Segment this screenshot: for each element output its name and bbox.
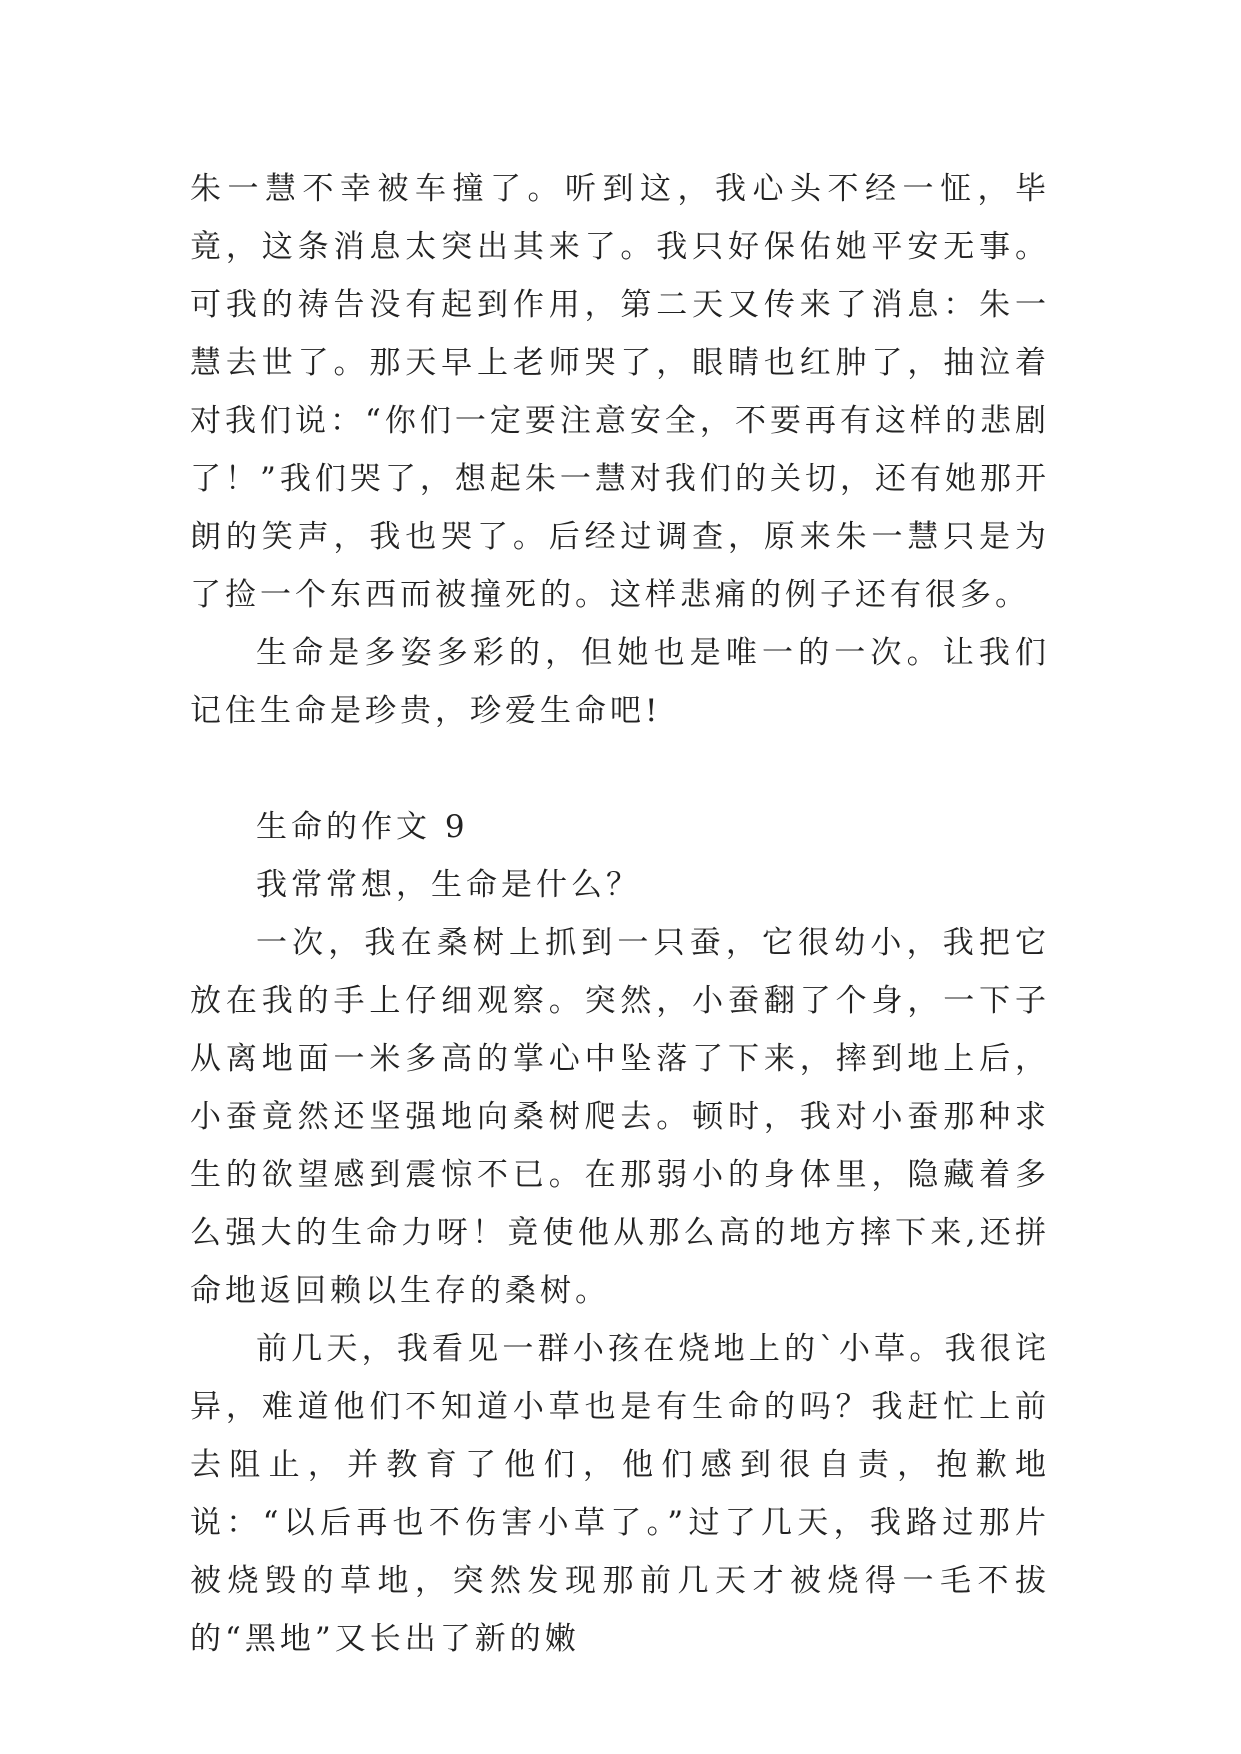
paragraph-cherish-life: 生命是多姿多彩的，但她也是唯一的一次。让我们记住生命是珍贵，珍爱生命吧! (190, 635, 1050, 729)
section-title: 生命的作文 9 (256, 809, 469, 845)
paragraph-grass-story: 前几天，我看见一群小孩在烧地上的`小草。我很诧异，难道他们不知道小草也是有生命的吗？我赶忙上前去阻止，并教育了他们，他们感到很自责，抱歉地说：“以后再也不伤害小草了。”过了几天，我路过那片被烧毁的草地，突然发现那前几天才被烧得一毛不拔的“黑地”又长出了新的嫩 (190, 1331, 1050, 1657)
section-spacer (190, 740, 1050, 798)
paragraph-accident-story: 朱一慧不幸被车撞了。听到这，我心头不经一怔，毕竟，这条消息太突出其来了。我只好保佑她平安无事。可我的祷告没有起到作用，第二天又传来了消息：朱一慧去世了。那天早上老师哭了，眼睛也红肿了，抽泣着对我们说：“你们一定要注意安全，不要再有这样的悲剧了！”我们哭了，想起朱一慧对我们的关切，还有她那开朗的笑声，我也哭了。后经过调查，原来朱一慧只是为了捡一个东西而被撞死的。这样悲痛的例子还有很多。 (190, 171, 1050, 613)
paragraph-silkworm-story: 一次，我在桑树上抓到一只蚕，它很幼小，我把它放在我的手上仔细观察。突然，小蚕翻了个身，一下子从离地面一米多高的掌心中坠落了下来，摔到地上后，小蚕竟然还坚强地向桑树爬去。顿时，我对小蚕那种求生的欲望感到震惊不已。在那弱小的身体里，隐藏着多么强大的生命力呀！竟使他从那么高的地方摔下来,还拼命地返回赖以生存的桑树。 (190, 925, 1050, 1309)
paragraph-question: 我常常想，生命是什么？ (256, 867, 641, 903)
document-body (190, 160, 1050, 1668)
